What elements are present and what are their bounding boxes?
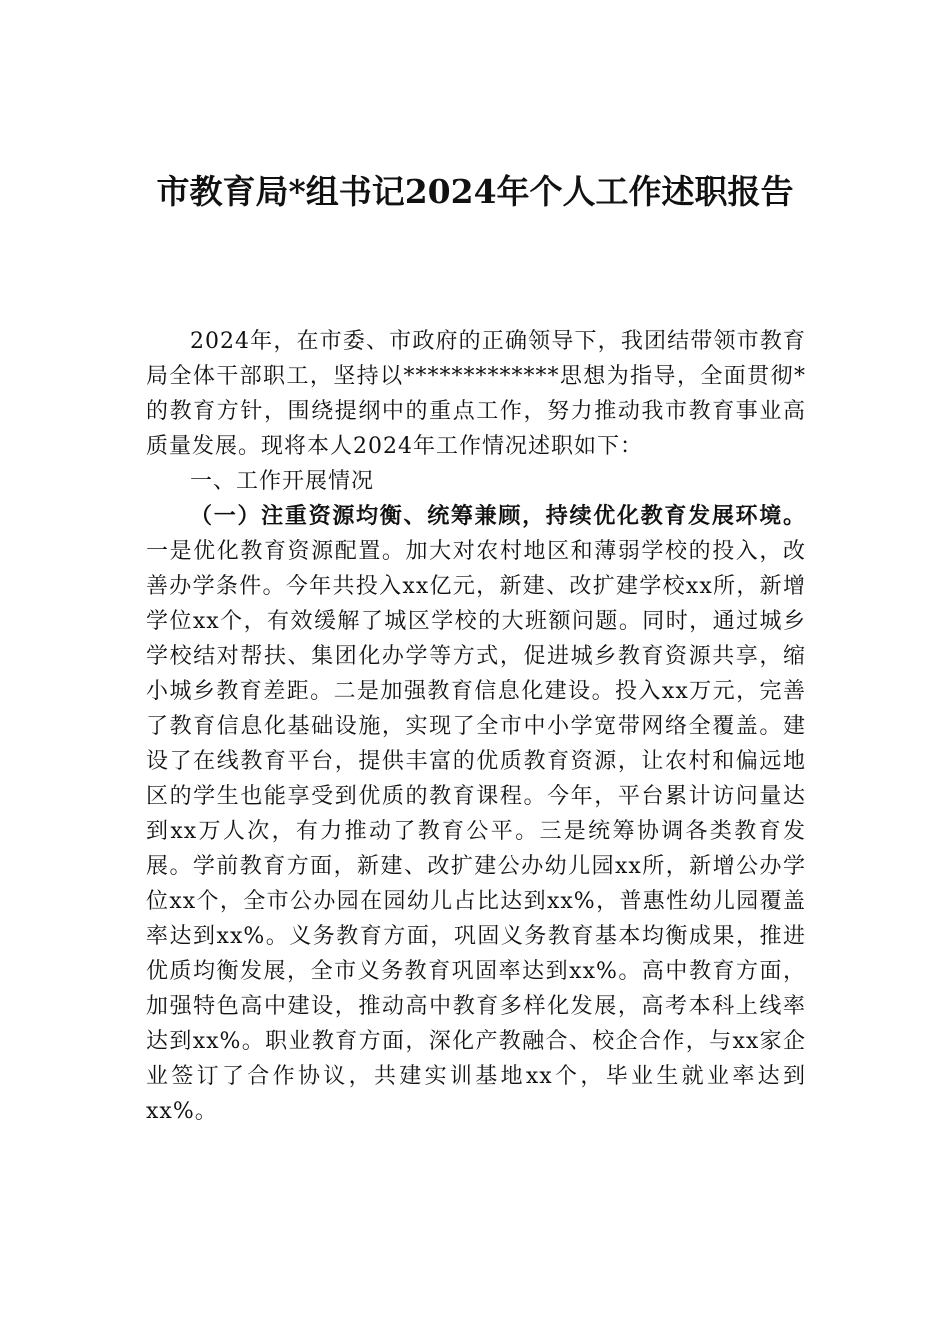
intro-paragraph: 2024年，在市委、市政府的正确领导下，我团结带领市教育局全体干部职工，坚持以*************思想为指导，全面贯彻*的教育方针，围绕提纲中的重点工作，努力推动我市教育事业高质量发展。现将本人2024年工作情况述职如下：: [146, 329, 806, 459]
document-body: [146, 324, 806, 1129]
subsection-heading-resources: （一）注重资源均衡、统筹兼顾，持续优化教育发展环境。: [190, 503, 806, 529]
subsection-body-resources: 一是优化教育资源配置。加大对农村地区和薄弱学校的投入，改善办学条件。今年共投入xx亿元，新建、改扩建学校xx所，新增学位xx个，有效缓解了城区学校的大班额问题。同时，通过城乡学校结对帮扶、集团化办学等方式，促进城乡教育资源共享，缩小城乡教育差距。二是加强教育信息化建设。投入xx万元，完善了教育信息化基础设施，实现了全市中小学宽带网络全覆盖。建设了在线教育平台，提供丰富的优质教育资源，让农村和偏远地区的学生也能享受到优质的教育课程。今年，平台累计访问量达到xx万人次，有力推动了教育公平。三是统筹协调各类教育发展。学前教育方面，新建、改扩建公办幼儿园xx所，新增公办学位xx个，全市公办园在园幼儿占比达到xx%，普惠性幼儿园覆盖率达到xx%。义务教育方面，巩固义务教育基本均衡成果，推进优质均衡发展，全市义务教育巩固率达到xx%。高中教育方面，加强特色高中建设，推动高中教育多样化发展，高考本科上线率达到xx%。职业教育方面，深化产教融合、校企合作，与xx家企业签订了合作协议，共建实训基地xx个，毕业生就业率达到xx%。: [146, 539, 806, 1124]
document-title: 市教育局*组书记2024年个人工作述职报告: [156, 172, 794, 211]
section-paragraph-resources: [146, 499, 806, 1129]
section-heading-work: 一、工作开展情况: [190, 469, 375, 494]
